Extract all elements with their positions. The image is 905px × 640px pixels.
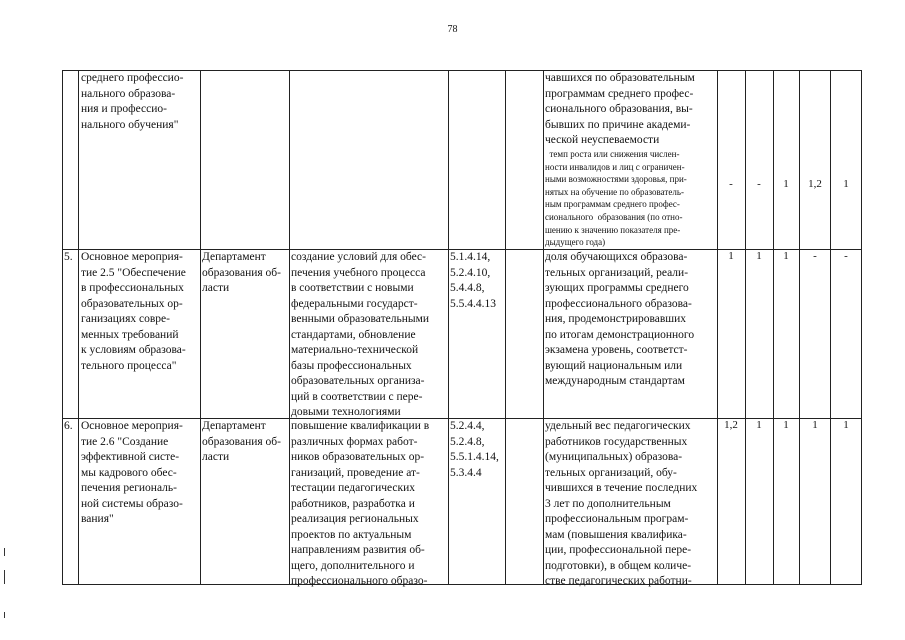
responsible-cell: Департамент образования об- ласти xyxy=(202,251,281,294)
col-border xyxy=(717,70,718,584)
scan-edge-mark xyxy=(4,612,5,618)
row-number: 5. xyxy=(64,251,73,263)
col-border xyxy=(799,70,800,584)
activity-name-cell: Основное мероприя- тие 2.5 "Обеспечение в профессиональных образовательных ор- ганизациях совре- менных требований к условиям образова- тельного процесса" xyxy=(81,251,186,372)
activity-name-cell: среднего профессио- нального образова- ния и профессио- нального обучения" xyxy=(81,72,184,131)
col-border xyxy=(62,70,63,584)
value-cell: - xyxy=(844,250,848,262)
value-cell: 1 xyxy=(812,419,818,431)
result-cell: повышение квалификации в различных формах работ- ников образовательных ор- ганизаций, проведение ат- тестации педагогических работников, разработка и реализация региональных проектов по актуальным направлениям развития об- щего, дополнительного и профессионального образо- xyxy=(291,420,430,587)
col-border xyxy=(745,70,746,584)
activity-name-cell: Основное мероприя- тие 2.6 "Создание эффективной систе- мы кадрового обес- печения региональ- ной системы образо- вания" xyxy=(81,420,183,525)
value-cell: - xyxy=(813,250,817,262)
responsible-cell: Департамент образования об- ласти xyxy=(202,420,281,463)
col-border xyxy=(289,70,290,584)
indicator-subtext-cell: темп роста или снижения числен- ности инвалидов и лиц с ограничен- ными возможностями здоровья, при- нятых на обучение по образователь- ным программам среднего профес- сионального образования (по отно- шению к значению показателя пре- дыдущего года) xyxy=(545,149,687,248)
col-border xyxy=(505,70,506,584)
value-cell: - xyxy=(729,178,733,190)
col-border xyxy=(78,70,79,584)
indicator-cell: удельный вес педагогических работников государственных (муниципальных) образова- тельных организаций, обу- чившихся в течение последних 3 лет по дополнительным профессиональным програм- мам (повышения квалифика- ции, профессиональной пере- подготовки), в общем количе- стве педагогических работни- xyxy=(545,420,698,587)
value-cell: 1 xyxy=(783,419,789,431)
value-cell: 1 xyxy=(843,419,849,431)
table-bottom-border xyxy=(62,584,862,585)
indicator-cell: чавшихся по образовательным программам среднего профес- сионального образования, вы- бывших по причине академи- ческой неуспеваемости xyxy=(545,72,695,146)
col-border xyxy=(448,70,449,584)
value-cell: 1 xyxy=(756,250,762,262)
codes-cell: 5.1.4.14, 5.2.4.10, 5.4.4.8, 5.5.4.4.13 xyxy=(450,251,496,310)
col-border xyxy=(830,70,831,584)
col-border xyxy=(543,70,544,584)
codes-cell: 5.2.4.4, 5.2.4.8, 5.5.1.4.14, 5.3.4.4 xyxy=(450,420,499,479)
col-border xyxy=(861,70,862,584)
result-cell: создание условий для обес- печения учебного процесса в соответствии с новыми федеральными государст- венными образовательными стандартами, обновление материально-технической базы профессиональных образовательных организа- ций в соответствии с пере- довыми технологиями xyxy=(291,251,429,418)
col-border xyxy=(200,70,201,584)
indicator-cell: доля обучающихся образова- тельных организаций, реали- зующих программы среднего профессионального образова- ния, продемонстрировавших по итогам демонстрационного экзамена уровень, соответст- вующий национальным или международным стандартам xyxy=(545,251,695,387)
value-cell: 1 xyxy=(783,178,789,190)
value-cell: 1 xyxy=(756,419,762,431)
value-cell: - xyxy=(757,178,761,190)
scan-edge-mark xyxy=(4,548,5,556)
scan-edge-mark xyxy=(4,570,5,584)
value-cell: 1 xyxy=(728,250,734,262)
page-number: 78 xyxy=(447,24,458,35)
row-number: 6. xyxy=(64,420,73,432)
col-border xyxy=(773,70,774,584)
value-cell: 1 xyxy=(783,250,789,262)
value-cell: 1,2 xyxy=(808,178,822,190)
value-cell: 1,2 xyxy=(724,419,738,431)
value-cell: 1 xyxy=(843,178,849,190)
